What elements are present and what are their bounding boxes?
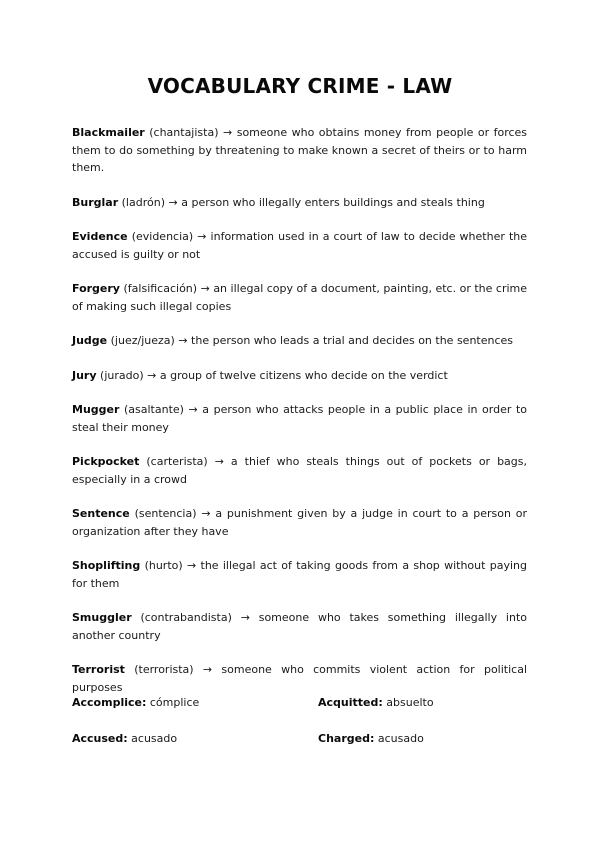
extra-vocabulary-item [72,730,318,748]
extra-translation: absuelto [386,696,434,709]
extra-term: Accused: [72,732,128,745]
page-title: VOCABULARY CRIME - LAW [147,74,453,98]
entry-definition: someone who commits violent action for political purposes [72,663,528,694]
entry-term: Smuggler [72,611,132,624]
extra-term: Accomplice: [72,696,147,709]
arrow-icon: → [201,507,211,520]
vocabulary-entry [72,280,527,315]
vocabulary-entry [72,194,527,212]
extra-vocabulary-grid [72,694,527,748]
vocabulary-entry [72,367,527,385]
extra-term: Charged: [318,732,375,745]
entry-term: Pickpocket [72,455,140,468]
entry-translation: (falsificación) [123,282,198,295]
entry-definition: a thief who steals things out of pockets or bags, especially in a crowd [72,455,528,486]
entry-translation: (hurto) [144,559,183,572]
vocabulary-entry [72,557,527,592]
entry-translation: (evidencia) [131,230,194,243]
arrow-icon: → [202,663,213,676]
entry-definition: the illegal act of taking goods from a shop without paying for them [72,559,527,590]
entry-translation: (ladrón) [121,195,165,209]
extra-vocabulary-item [72,694,318,712]
arrow-icon: → [240,611,250,624]
entry-translation: (juez/jueza) [110,334,175,347]
vocabulary-entry [72,661,527,696]
entry-translation: (jurado) [100,368,144,382]
entry-definition: information used in a court of law to decide whether the accused is guilty or not [72,230,527,261]
entry-translation: (asaltante) [123,403,184,416]
entry-term: Blackmailer [72,126,145,139]
entry-term: Shoplifting [72,559,141,572]
entry-definition: a group of twelve citizens who decide on the verdict [159,368,448,382]
vocabulary-list [72,124,527,713]
extra-translation: acusado [131,732,178,745]
extra-vocabulary-item [318,694,527,712]
entry-translation: (chantajista) [149,126,219,139]
entry-definition: a person who illegally enters buildings and steals thing [181,195,485,209]
extra-translation: acusado [377,732,424,745]
entry-term: Burglar [72,195,119,209]
entry-term: Judge [72,334,108,347]
entry-definition: a punishment given by a judge in court to a person or organization after they have [72,507,528,538]
entry-term: Mugger [72,403,120,416]
vocabulary-entry [72,332,527,350]
arrow-icon: → [197,230,207,243]
vocabulary-entry [72,228,527,263]
extra-term: Acquitted: [318,696,383,709]
arrow-icon: → [186,559,197,572]
vocabulary-entry [72,401,527,436]
vocabulary-entry [72,453,527,488]
entry-term: Forgery [72,282,120,295]
arrow-icon: → [168,195,178,209]
entry-definition: someone who obtains money from people or forces them to do something by threatening to make known a secret of theirs or to harm them. [72,126,528,174]
entry-term: Terrorist [72,663,125,676]
entry-term: Jury [72,368,97,382]
vocabulary-entry [72,609,527,644]
entry-translation: (carterista) [146,455,208,468]
entry-term: Sentence [72,507,130,520]
entry-definition: the person who leads a trial and decides on the sentences [191,334,514,347]
arrow-icon: → [147,368,157,382]
vocabulary-entry [72,505,527,540]
extra-translation: cómplice [149,696,200,709]
entry-definition: someone who takes something illegally into another country [72,611,527,642]
vocabulary-entry [72,124,527,177]
extra-vocabulary-item [318,730,527,748]
entry-term: Evidence [72,230,128,243]
arrow-icon: → [178,334,188,347]
arrow-icon: → [214,455,224,468]
entry-definition: an illegal copy of a document, painting, etc. or the crime of making such illegal copies [72,282,528,313]
arrow-icon: → [200,282,210,295]
entry-translation: (terrorista) [134,663,194,676]
arrow-icon: → [223,126,233,139]
entry-translation: (sentencia) [134,507,197,520]
entry-definition: a person who attacks people in a public place in order to steal their money [72,403,527,434]
arrow-icon: → [188,403,198,416]
entry-translation: (contrabandista) [140,611,232,624]
